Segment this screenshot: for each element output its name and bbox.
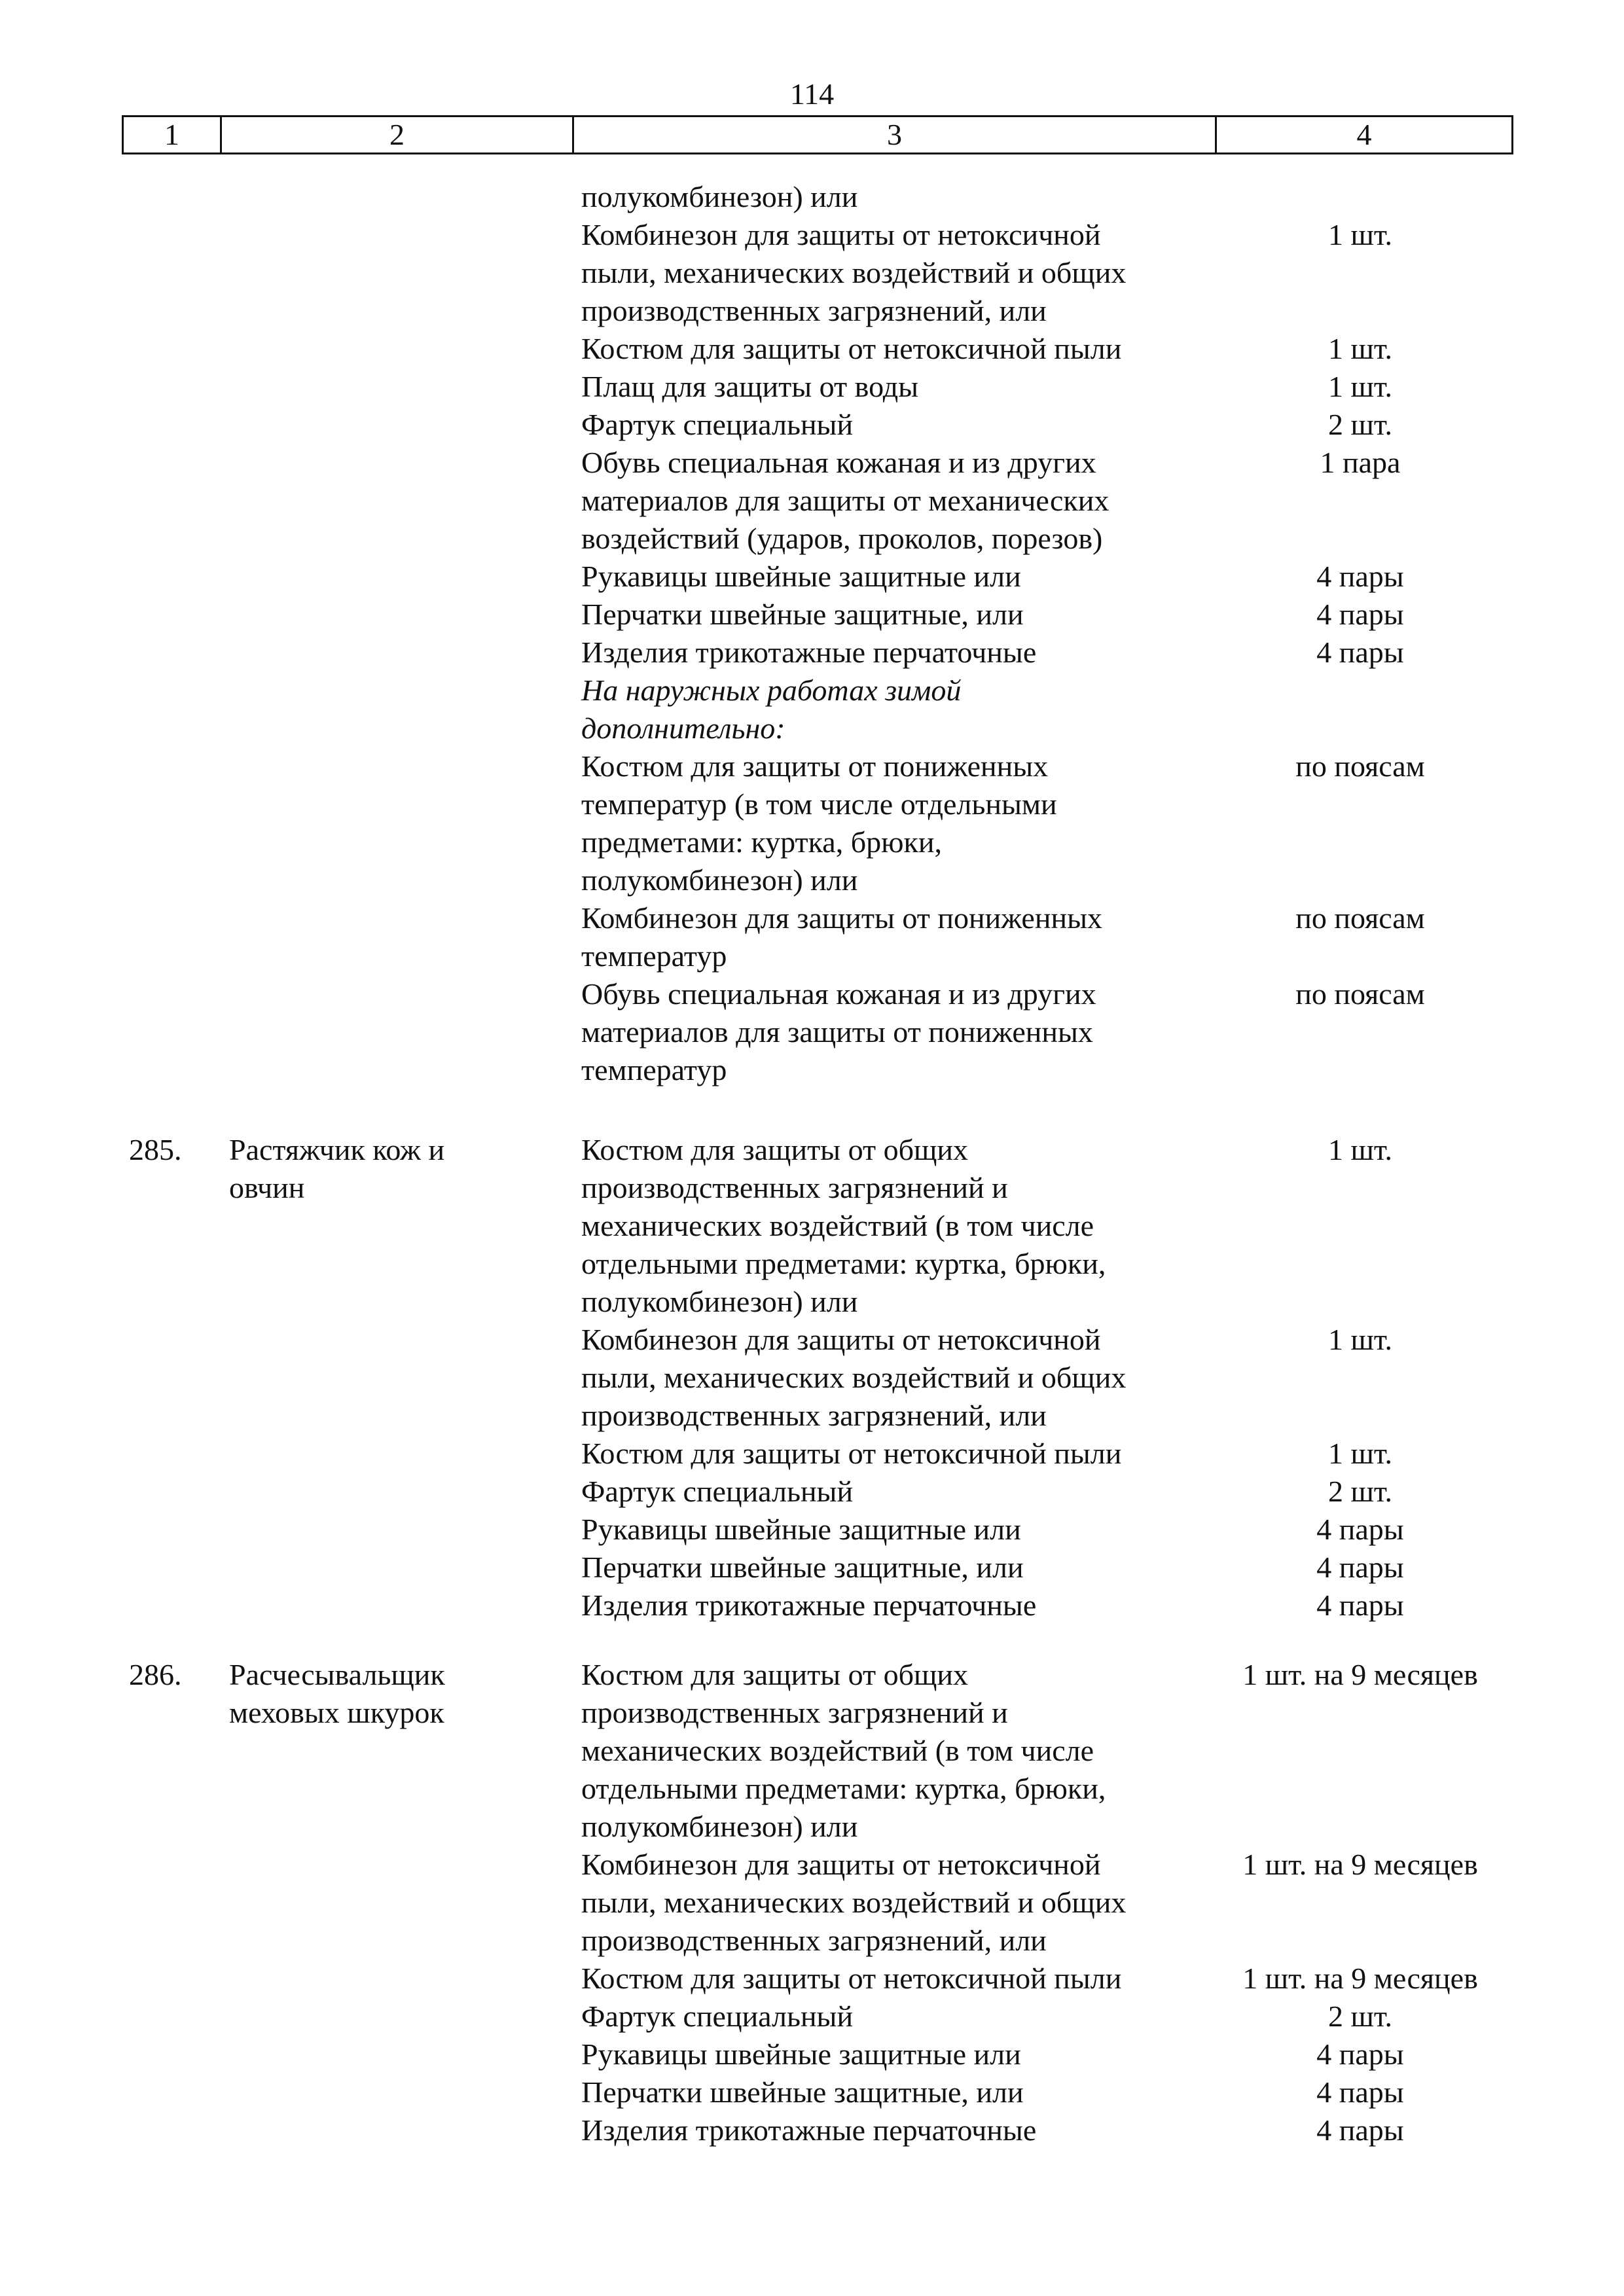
profession-line: Расчесывальщик	[229, 1658, 445, 1691]
item-line: пыли, механических воздействий и общих	[581, 256, 1127, 289]
column-header-2: 2	[222, 117, 574, 152]
protective-item	[581, 1587, 1210, 1624]
item-line: производственных загрязнений, или	[581, 294, 1047, 327]
item-line: Костюм для защиты от нетоксичной пыли	[581, 1962, 1122, 1995]
protective-item	[581, 747, 1210, 899]
item-line: материалов для защиты от механических	[581, 484, 1110, 517]
issue-norm: 1 шт.	[1327, 1437, 1393, 1470]
protective-item	[581, 1131, 1210, 1321]
item-line: Рукавицы швейные защитные или	[581, 2037, 1021, 2071]
item-line: Фартук специальный	[581, 408, 854, 441]
item-line: механических воздействий (в том числе	[581, 1209, 1094, 1242]
item-line: температур	[581, 1053, 727, 1086]
protective-item	[581, 634, 1210, 672]
item-line: производственных загрязнений, или	[581, 1399, 1047, 1432]
item-line: производственных загрязнений и	[581, 1171, 1008, 1204]
protective-item	[581, 1321, 1210, 1435]
item-line: предметами: куртка, брюки,	[581, 825, 942, 859]
protective-item	[581, 2073, 1210, 2111]
item-line: полукомбинезон) или	[581, 180, 858, 213]
item-line: Перчатки швейные защитные, или	[581, 1551, 1024, 1584]
column-header-3: 3	[574, 117, 1217, 152]
issue-norm: 1 шт. на 9 месяцев	[1242, 1658, 1478, 1691]
issue-norm: 4 пары	[1316, 2075, 1404, 2109]
protective-item	[581, 368, 1210, 406]
protective-item	[581, 1511, 1210, 1549]
protective-item	[581, 216, 1210, 330]
item-line: Костюм для защиты от нетоксичной пыли	[581, 1437, 1122, 1470]
item-line: механических воздействий (в том числе	[581, 1734, 1094, 1767]
item-line: температур	[581, 939, 727, 973]
item-line: Рукавицы швейные защитные или	[581, 1513, 1021, 1546]
row-number: 285.	[129, 1133, 182, 1166]
item-line: Костюм для защиты от общих	[581, 1658, 969, 1691]
issue-norm: 1 шт.	[1327, 1323, 1393, 1356]
protective-item	[581, 1549, 1210, 1587]
issue-norm: 4 пары	[1316, 2037, 1404, 2071]
item-line: Комбинезон для защиты от нетоксичной	[581, 1848, 1101, 1881]
protective-item	[581, 672, 1210, 747]
protective-item	[581, 330, 1210, 368]
page-number: 114	[789, 77, 835, 111]
item-line: Костюм для защиты от нетоксичной пыли	[581, 332, 1122, 365]
item-line: материалов для защиты от пониженных	[581, 1015, 1093, 1049]
item-line: воздействий (ударов, проколов, порезов)	[581, 522, 1103, 555]
protective-item	[581, 1846, 1210, 1960]
column-header-4: 4	[1356, 118, 1372, 151]
issue-norm: 2 шт.	[1327, 1475, 1393, 1508]
item-line: Изделия трикотажные перчаточные	[581, 2113, 1037, 2147]
protective-item	[581, 1960, 1210, 1998]
issue-norm: 1 шт. на 9 месяцев	[1242, 1962, 1478, 1995]
column-header-1: 1	[124, 117, 222, 152]
issue-norm: 4 пары	[1316, 1513, 1404, 1546]
item-line: Костюм для защиты от пониженных	[581, 749, 1049, 783]
issue-norm: 4 пары	[1316, 1551, 1404, 1584]
issue-norm: 1 шт.	[1327, 1133, 1393, 1166]
issue-norm: 1 шт. на 9 месяцев	[1242, 1848, 1478, 1881]
profession-line: овчин	[229, 1171, 305, 1204]
issue-norm: 1 шт.	[1327, 218, 1393, 251]
item-line: На наружных работах зимой	[581, 673, 962, 707]
protective-item	[581, 1998, 1210, 2036]
item-line: полукомбинезон) или	[581, 863, 858, 897]
protective-item	[581, 406, 1210, 444]
issue-norm: по поясам	[1295, 977, 1425, 1011]
item-line: Фартук специальный	[581, 1475, 854, 1508]
profession-line: меховых шкурок	[229, 1696, 444, 1729]
item-line: Изделия трикотажные перчаточные	[581, 1588, 1037, 1622]
item-line: Обувь специальная кожаная и из других	[581, 977, 1096, 1011]
issue-norm: 2 шт.	[1327, 408, 1393, 441]
item-line: Плащ для защиты от воды	[581, 370, 919, 403]
issue-norm: 4 пары	[1316, 1588, 1404, 1622]
issue-norm: 1 шт.	[1327, 370, 1393, 403]
issue-norm: по поясам	[1295, 901, 1425, 935]
issue-norm: 2 шт.	[1327, 2000, 1393, 2033]
item-line: Перчатки швейные защитные, или	[581, 2075, 1024, 2109]
issue-norm: 4 пары	[1316, 2113, 1404, 2147]
protective-item	[581, 558, 1210, 596]
profession-name	[229, 1131, 569, 1207]
item-line: Комбинезон для защиты от нетоксичной	[581, 218, 1101, 251]
protective-item	[581, 444, 1210, 558]
item-line: Комбинезон для защиты от пониженных	[581, 901, 1102, 935]
item-line: полукомбинезон) или	[581, 1810, 858, 1843]
protective-item	[581, 975, 1210, 1089]
item-line: Фартук специальный	[581, 2000, 854, 2033]
item-line: пыли, механических воздействий и общих	[581, 1361, 1127, 1394]
row-number: 286.	[129, 1658, 182, 1691]
item-line: Изделия трикотажные перчаточные	[581, 636, 1037, 669]
column-header-row	[122, 115, 1513, 154]
issue-norm: 1 пара	[1320, 446, 1401, 479]
protective-item	[581, 596, 1210, 634]
item-line: Перчатки швейные защитные, или	[581, 598, 1024, 631]
item-line: Обувь специальная кожаная и из других	[581, 446, 1096, 479]
item-line: отдельными предметами: куртка, брюки,	[581, 1247, 1106, 1280]
profession-line: Растяжчик кож и	[229, 1133, 445, 1166]
protective-item	[581, 178, 1210, 216]
issue-norm: по поясам	[1295, 749, 1425, 783]
protective-item	[581, 2111, 1210, 2149]
issue-norm: 1 шт.	[1327, 332, 1393, 365]
item-line: производственных загрязнений, или	[581, 1924, 1047, 1957]
item-line: дополнительно:	[581, 711, 785, 745]
profession-name	[229, 1656, 569, 1732]
item-line: Костюм для защиты от общих	[581, 1133, 969, 1166]
item-line: Комбинезон для защиты от нетоксичной	[581, 1323, 1101, 1356]
protective-item	[581, 1656, 1210, 1846]
protective-item	[581, 899, 1210, 975]
protective-item	[581, 1473, 1210, 1511]
item-line: производственных загрязнений и	[581, 1696, 1008, 1729]
item-line: Рукавицы швейные защитные или	[581, 560, 1021, 593]
issue-norm: 4 пары	[1316, 560, 1404, 593]
protective-item	[581, 1435, 1210, 1473]
issue-norm: 4 пары	[1316, 636, 1404, 669]
item-line: полукомбинезон) или	[581, 1285, 858, 1318]
item-line: температур (в том числе отдельными	[581, 787, 1057, 821]
item-line: пыли, механических воздействий и общих	[581, 1886, 1127, 1919]
issue-norm: 4 пары	[1316, 598, 1404, 631]
item-line: отдельными предметами: куртка, брюки,	[581, 1772, 1106, 1805]
protective-item	[581, 2036, 1210, 2073]
